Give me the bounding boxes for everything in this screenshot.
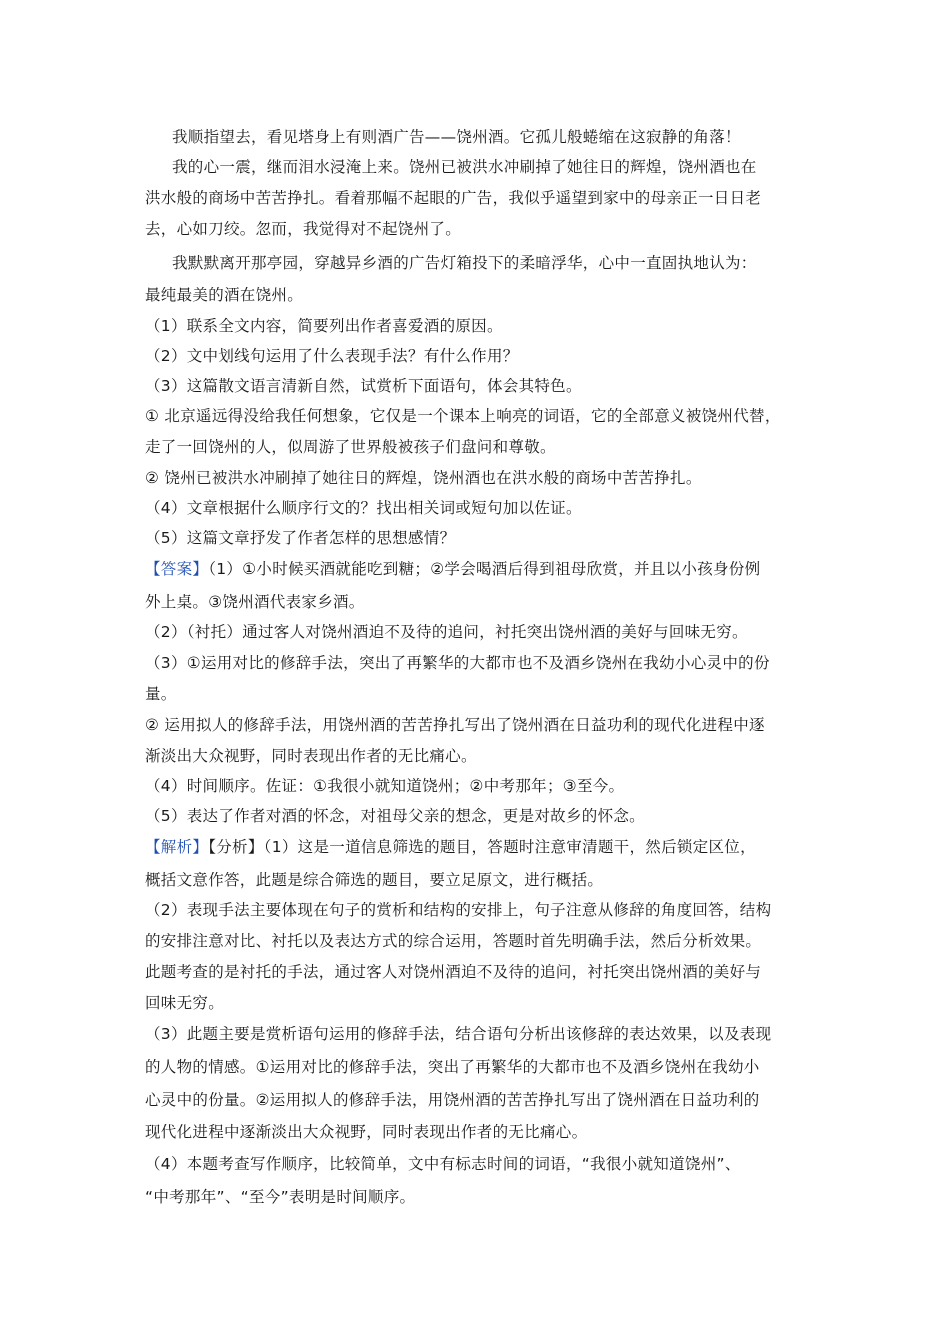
question-3-item-b: ② 饶州已被洪水冲刷掉了她往日的辉煌，饶州酒也在洪水般的商场中苦苦挣扎。 <box>145 469 702 487</box>
question-3-item-a-cont: 走了一回饶州的人，似周游了世界般被孩子们盘问和尊敬。 <box>145 438 556 456</box>
analysis-tag: 【解析】 <box>145 838 209 856</box>
analysis-2-line: 回味无穷。 <box>145 994 225 1012</box>
answer-4: （4）时间顺序。佐证：①我很小就知道饶州；②中考那年；③至今。 <box>145 777 625 795</box>
passage-paragraph-2-line: 洪水般的商场中苦苦挣扎。看着那幅不起眼的广告，我似乎遥望到家中的母亲正一日日老 <box>145 189 762 207</box>
analysis-1-line <box>145 837 825 857</box>
analysis-3-line: 现代化进程中逐渐淡出大众视野，同时表现出作者的无比痛心。 <box>145 1123 588 1141</box>
answer-5: （5）表达了作者对酒的怀念，对祖母父亲的想念，更是对故乡的怀念。 <box>145 807 645 825</box>
question-5: （5）这篇文章抒发了作者怎样的思想感情？ <box>145 529 456 547</box>
answer-3-item-b-cont: 渐淡出大众视野，同时表现出作者的无比痛心。 <box>145 747 477 765</box>
answer-1-cont: 外上桌。③饶州酒代表家乡酒。 <box>145 593 365 611</box>
question-3: （3）这篇散文语言清新自然，试赏析下面语句，体会其特色。 <box>145 377 582 395</box>
passage-paragraph-1: 我顺指望去，看见塔身上有则酒广告——饶州酒。它孤儿般蜷缩在这寂静的角落！ <box>172 128 741 146</box>
answer-2: （2）（衬托）通过客人对饶州酒迫不及待的追问，衬托突出饶州酒的美好与回味无穷。 <box>145 623 748 641</box>
question-3-item-a: ① 北京遥远得没给我任何想象，它仅是一个课本上响亮的词语，它的全部意义被饶州代替， <box>145 407 781 425</box>
question-4: （4）文章根据什么顺序行文的？找出相关词或短句加以佐证。 <box>145 499 582 517</box>
answer-3-item-b: ② 运用拟人的修辞手法，用饶州酒的苦苦挣扎写出了饶州酒在日益功利的现代化进程中逐 <box>145 716 765 734</box>
question-2: （2）文中划线句运用了什么表现手法？有什么作用？ <box>145 347 519 365</box>
answer-1-text: （1）①小时候买酒就能吃到糖；②学会喝酒后得到祖母欣赏，并且以小孩身份例 <box>208 560 761 578</box>
analysis-2-line: （2）表现手法主要体现在句子的赏析和结构的安排上，句子注意从修辞的角度回答，结构 <box>145 901 772 919</box>
analysis-3-line: 心灵中的份量。②运用拟人的修辞手法，用饶州酒的苦苦挣扎写出了饶州酒在日益功利的 <box>145 1091 760 1109</box>
passage-paragraph-2-line: 去，心如刀绞。忽而，我觉得对不起饶州了。 <box>145 220 462 238</box>
analysis-1-cont: 概括文意作答，此题是综合筛选的题目，要立足原文，进行概括。 <box>145 871 604 889</box>
analysis-3-line: 的人物的情感。①运用对比的修辞手法，突出了再繁华的大都市也不及酒乡饶州在我幼小 <box>145 1058 760 1076</box>
analysis-4-cont: “中考那年”、“至今”表明是时间顺序。 <box>145 1188 416 1206</box>
analysis-2-line: 的安排注意对比、衬托以及表达方式的综合运用，答题时首先明确手法，然后分析效果。 <box>145 932 762 950</box>
question-1: （1）联系全文内容，简要列出作者喜爱酒的原因。 <box>145 317 503 335</box>
answer-1-line <box>145 559 825 579</box>
passage-paragraph-3-line: 最纯最美的酒在饶州。 <box>145 286 304 304</box>
passage-paragraph-3-line: 我默默离开那亭园，穿越异乡酒的广告灯箱投下的柔暗浮华，心中一直固执地认为： <box>172 254 757 272</box>
answer-3-cont: 量。 <box>145 685 177 703</box>
analysis-2-line: 此题考查的是衬托的手法，通过客人对饶州酒迫不及待的追问，衬托突出饶州酒的美好与 <box>145 963 762 981</box>
passage-paragraph-2-line: 我的心一震，继而泪水浸淹上来。饶州已被洪水冲刷掉了她往日的辉煌，饶州酒也在 <box>172 158 757 176</box>
analysis-1-text: 【分析】（1）这是一道信息筛选的题目，答题时注意审清题干，然后锁定区位， <box>208 838 756 856</box>
answer-tag: 【答案】 <box>145 560 209 578</box>
analysis-4-line: （4）本题考查写作顺序，比较简单，文中有标志时间的词语，“我很小就知道饶州”、 <box>145 1155 741 1173</box>
answer-3-line: （3）①运用对比的修辞手法，突出了再繁华的大都市也不及酒乡饶州在我幼小心灵中的份 <box>145 654 770 672</box>
analysis-3-line: （3）此题主要是赏析语句运用的修辞手法，结合语句分析出该修辞的表达效果，以及表现 <box>145 1025 772 1043</box>
